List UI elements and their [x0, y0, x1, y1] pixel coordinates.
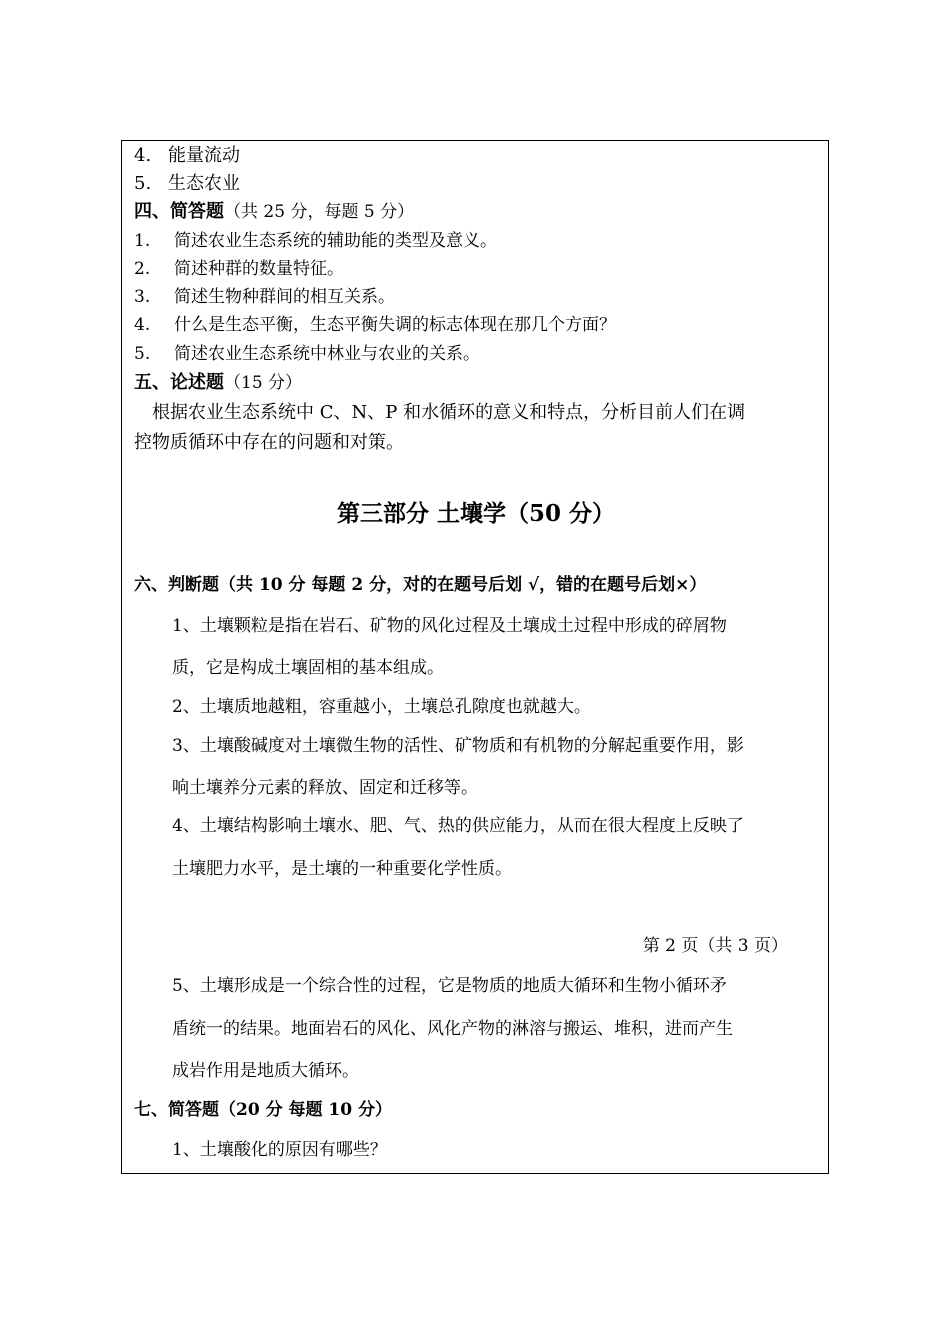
judgment-line: 成岩作用是地质大循环。 [172, 1061, 359, 1081]
judgment-line: 4、土壤结构影响土壤水、肥、气、热的供应能力，从而在很大程度上反映了 [172, 816, 744, 836]
section-heading-essay: 五、论述题（15 分） [134, 372, 303, 393]
term-item: 5. 生态农业 [134, 173, 240, 194]
question-item: 5. 简述农业生态系统中林业与农业的关系。 [134, 344, 480, 364]
essay-prompt-line: 根据农业生态系统中 C、N、P 和水循环的意义和特点，分析目前人们在调 [152, 402, 746, 423]
question-item: 1. 简述农业生态系统的辅助能的类型及意义。 [134, 231, 497, 251]
part-title: 第三部分 土壤学（50 分） [336, 500, 616, 527]
question-item: 1、土壤酸化的原因有哪些？ [172, 1140, 387, 1160]
page-footer: 第 2 页（共 3 页） [642, 936, 788, 956]
question-item: 4. 什么是生态平衡，生态平衡失调的标志体现在那几个方面？ [134, 315, 616, 335]
essay-prompt-line: 控物质循环中存在的问题和对策。 [134, 432, 404, 453]
exam-page-frame [121, 140, 829, 1174]
question-item: 2. 简述种群的数量特征。 [134, 259, 344, 279]
judgment-line: 2、土壤质地越粗，容重越小，土壤总孔隙度也就越大。 [172, 697, 591, 717]
judgment-line: 1、土壤颗粒是指在岩石、矿物的风化过程及土壤成土过程中形成的碎屑物 [172, 616, 727, 636]
question-item: 3. 简述生物种群间的相互关系。 [134, 287, 395, 307]
judgment-line: 质，它是构成土壤固相的基本组成。 [172, 658, 444, 678]
section-heading-judgment: 六、判断题（共 10 分 每题 2 分，对的在题号后划 √，错的在题号后划×） [134, 575, 707, 595]
judgment-line: 盾统一的结果。地面岩石的风化、风化产物的淋溶与搬运、堆积，进而产生 [172, 1019, 733, 1039]
judgment-line: 5、土壤形成是一个综合性的过程，它是物质的地质大循环和生物小循环矛 [172, 976, 727, 996]
section-heading-short-answer: 四、简答题（共 25 分，每题 5 分） [134, 201, 415, 222]
judgment-line: 3、土壤酸碱度对土壤微生物的活性、矿物质和有机物的分解起重要作用，影 [172, 736, 744, 756]
section-heading-short-answer-soil: 七、简答题（20 分 每题 10 分） [134, 1100, 392, 1120]
judgment-line: 响土壤养分元素的释放、固定和迁移等。 [172, 778, 478, 798]
judgment-line: 土壤肥力水平，是土壤的一种重要化学性质。 [172, 859, 512, 879]
term-item: 4. 能量流动 [134, 145, 240, 166]
